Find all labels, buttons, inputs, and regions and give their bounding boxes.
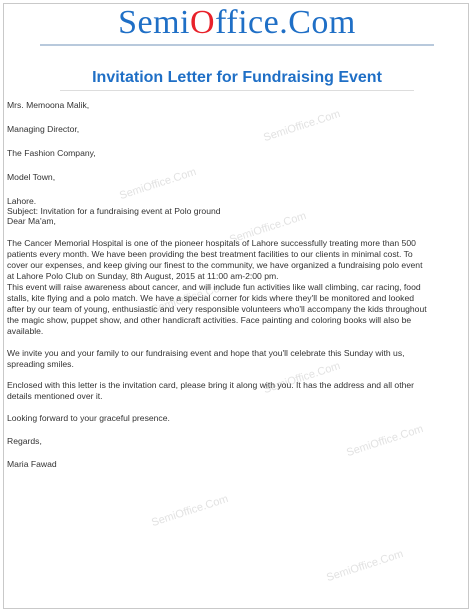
salutation: Dear Ma'am, [7,216,56,226]
closing-line: Looking forward to your graceful presence. [7,413,170,423]
paragraph-line: details mentioned over it. [7,391,103,401]
paragraph-line: available. [7,326,44,336]
paragraph-line: after by our team of young, enthusiastic and very responsible volunteers who'll accompany the kids throughout [7,304,427,314]
logo-divider [40,44,434,46]
logo-part-ffice: ffice [215,4,280,41]
title-divider [60,90,414,91]
body-paragraph-1 [7,238,462,337]
paragraph-line: the magic show, puppet show, and other handicraft activities. Face painting and coloring books will also be [7,315,412,325]
recipient-name: Mrs. Memoona Malik, [7,100,90,110]
recipient-company: The Fashion Company, [7,148,96,158]
logo-part-com: .Com [279,4,356,41]
watermark: SemiOffice.Com [118,165,198,203]
paragraph-line: This event will raise awareness about cancer, and will include fun activities like wall climbing, car racing, food [7,282,421,292]
watermark: SemiOffice.Com [150,279,230,317]
recipient-street: Model Town, [7,172,56,182]
body-paragraph-2 [7,348,462,370]
paragraph-line: We invite you and your family to our fundraising event and hope that you'll celebrate this Sunday with us, [7,348,405,358]
watermark: SemiOffice.Com [262,107,342,145]
paragraph-line: patients every month. We have been providing the best treatment facilities to our clients in minimal cost. To [7,249,413,259]
site-logo[interactable] [0,3,474,43]
paragraph-line: Enclosed with this letter is the invitation card, please bring it along with you. It has the address and all other [7,380,414,390]
watermark: SemiOffice.Com [262,359,342,397]
watermark: SemiOffice.Com [345,422,425,460]
paragraph-line: spreading smiles. [7,359,74,369]
body-paragraph-3 [7,380,462,402]
recipient-city: Lahore. [7,196,37,206]
paragraph-line: The Cancer Memorial Hospital is one of the pioneer hospitals of Lahore successfully treating more than 500 [7,238,416,248]
page-title: Invitation Letter for Fundraising Event [92,69,382,86]
watermark: SemiOffice.Com [150,492,230,530]
watermark: SemiOffice.Com [228,209,308,247]
logo-part-semi: Semi [118,4,191,41]
paragraph-line: cover our expenses, and keep giving our finest to the community, we have organized a fundraising polo event [7,260,423,270]
regards: Regards, [7,436,42,446]
letter-subject: Subject: Invitation for a fundraising event at Polo ground [7,206,221,216]
paragraph-line: stalls, kite flying and a polo match. We have a special corner for kids where they'll be monitored and looked [7,293,415,303]
signature: Maria Fawad [7,459,57,469]
logo-part-o: O [190,4,216,41]
paragraph-line: at Lahore Polo Club on Sunday, 8th August, 2015 at 11:00 am-2:00 pm. [7,271,279,281]
recipient-title: Managing Director, [7,124,80,134]
watermark: SemiOffice.Com [325,547,405,585]
